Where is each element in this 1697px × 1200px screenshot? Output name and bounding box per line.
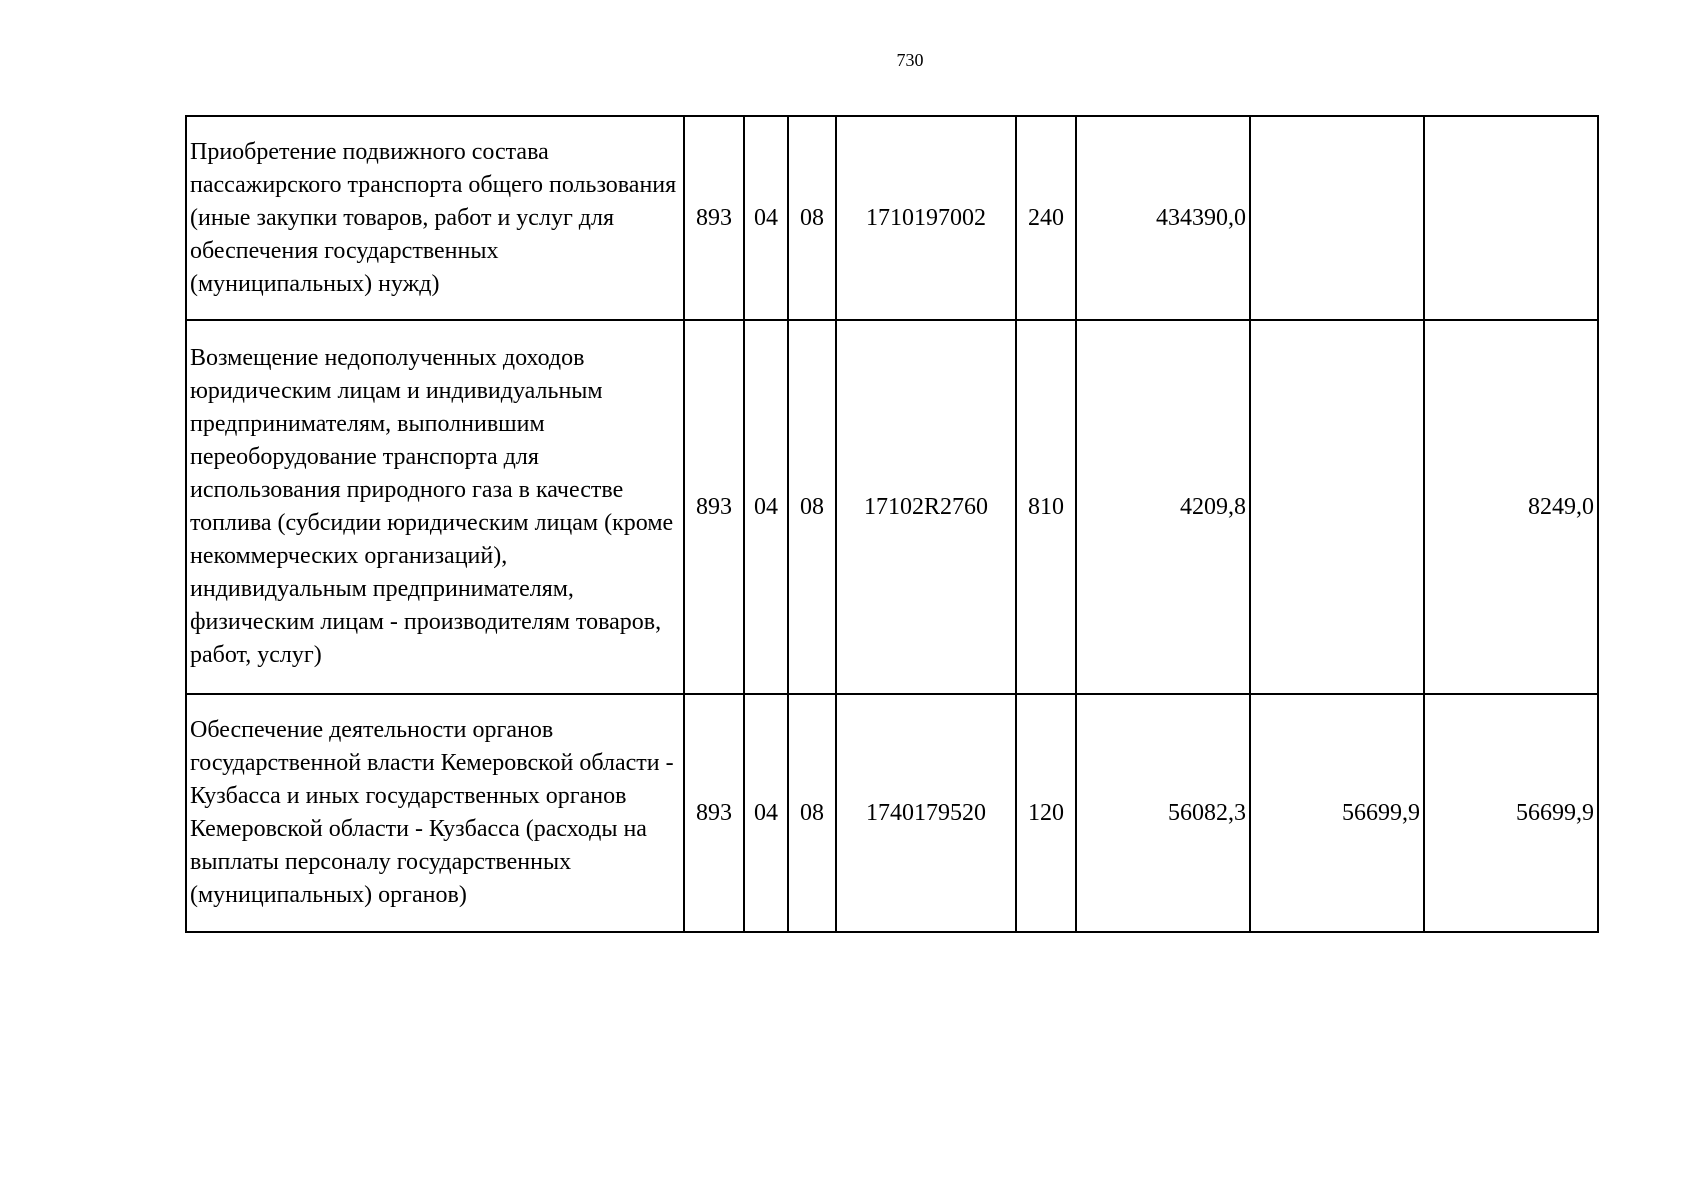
amount-3-cell: 56699,9 xyxy=(1424,694,1598,932)
section-code-cell: 04 xyxy=(744,320,788,694)
subsection-code-cell: 08 xyxy=(788,320,836,694)
amount-1-cell: 56082,3 xyxy=(1076,694,1250,932)
table-row xyxy=(186,694,1598,932)
amount-2-cell xyxy=(1250,116,1424,320)
ministry-code-cell: 893 xyxy=(684,694,744,932)
ministry-code-cell: 893 xyxy=(684,320,744,694)
amount-3-cell: 8249,0 xyxy=(1424,320,1598,694)
expense-name-cell: Обеспечение деятельности органов государственной власти Кемеровской области - Кузбасса и иных государственных органов Кемеровской области - Кузбасса (расходы на выплаты персоналу государственных (муниципальных) органов) xyxy=(186,694,684,932)
ministry-code-cell: 893 xyxy=(684,116,744,320)
amount-2-cell: 56699,9 xyxy=(1250,694,1424,932)
amount-1-cell: 4209,8 xyxy=(1076,320,1250,694)
table-row xyxy=(186,116,1598,320)
budget-table xyxy=(185,115,1599,933)
target-article-cell: 17102R2760 xyxy=(836,320,1016,694)
expense-type-cell: 120 xyxy=(1016,694,1076,932)
amount-1-cell: 434390,0 xyxy=(1076,116,1250,320)
expense-name-cell: Приобретение подвижного состава пассажирского транспорта общего пользования (иные закупки товаров, работ и услуг для обеспечения государственных (муниципальных) нужд) xyxy=(186,116,684,320)
amount-2-cell xyxy=(1250,320,1424,694)
subsection-code-cell: 08 xyxy=(788,694,836,932)
section-code-cell: 04 xyxy=(744,694,788,932)
page-number: 730 xyxy=(896,50,924,70)
amount-3-cell xyxy=(1424,116,1598,320)
section-code-cell: 04 xyxy=(744,116,788,320)
target-article-cell: 1740179520 xyxy=(836,694,1016,932)
subsection-code-cell: 08 xyxy=(788,116,836,320)
expense-type-cell: 240 xyxy=(1016,116,1076,320)
target-article-cell: 1710197002 xyxy=(836,116,1016,320)
expense-type-cell: 810 xyxy=(1016,320,1076,694)
expense-name-cell: Возмещение недополученных доходов юридическим лицам и индивидуальным предпринимателям, выполнившим переоборудование транспорта для использования природного газа в качестве топлива (субсидии юридическим лицам (кроме некоммерческих организаций), индивидуальным предпринимателям, физическим лицам - производителям товаров, работ, услуг) xyxy=(186,320,684,694)
table-row xyxy=(186,320,1598,694)
